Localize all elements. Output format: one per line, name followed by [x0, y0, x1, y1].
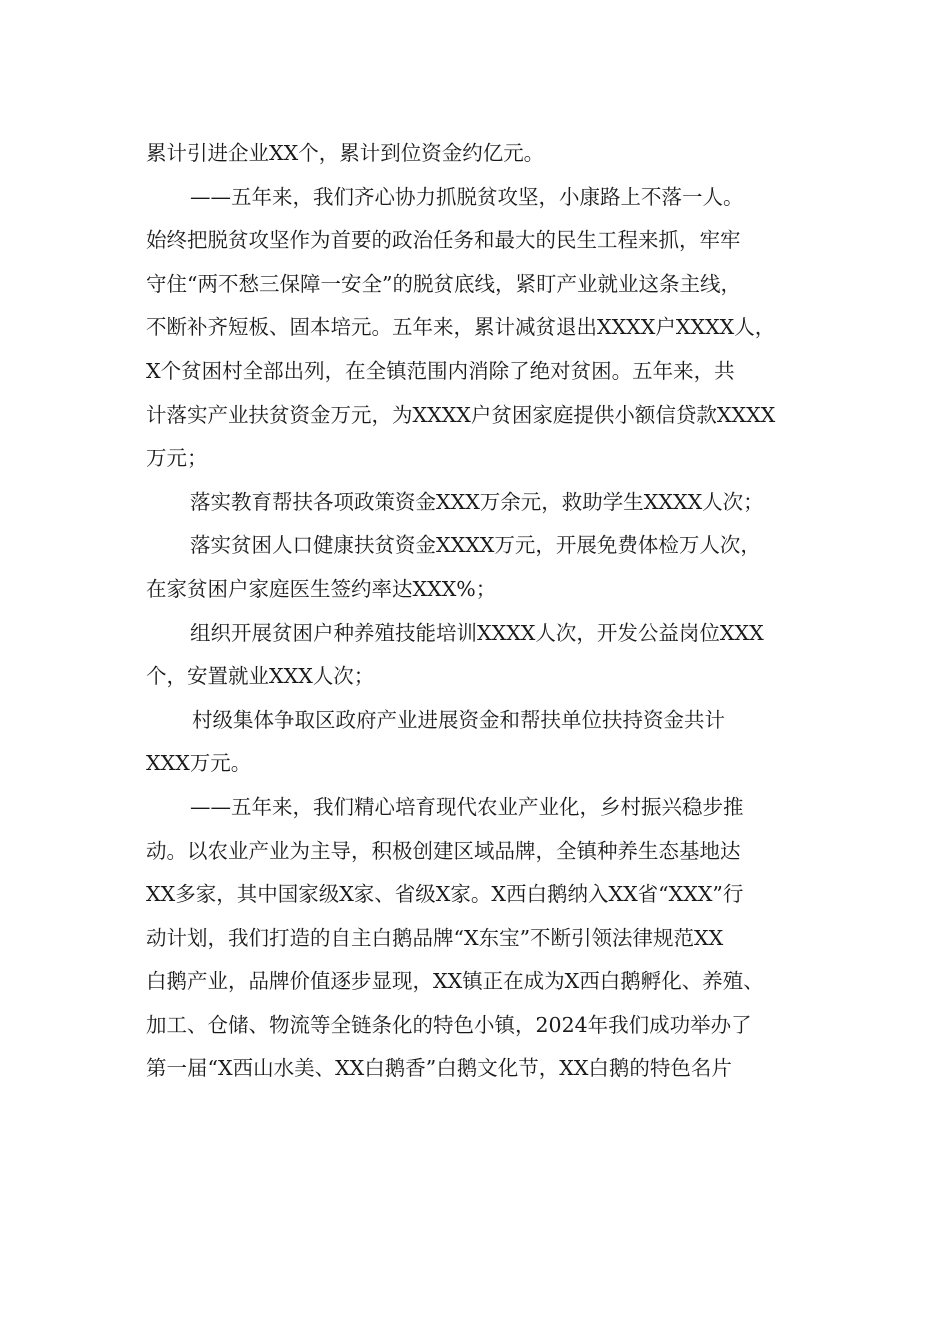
text-line: XXX万元。	[146, 751, 252, 776]
text-line: 在家贫困户家庭医生签约率达XXX%；	[146, 576, 497, 601]
text-line: ——五年来，我们齐心协力抓脱贫攻坚，小康路上不落一人。	[190, 184, 744, 209]
text-line: 个，安置就业XXX人次；	[146, 664, 375, 689]
text-line: 落实贫困人口健康扶贫资金XXXX万元，开展免费体检万人次，	[190, 533, 761, 558]
text-line: 守住“两不愁三保障一安全”的脱贫底线，紧盯产业就业这条主线，	[146, 271, 741, 296]
text-line: 始终把脱贫攻坚作为首要的政治任务和最大的民生工程来抓，牢牢	[146, 228, 741, 253]
text-line: X个贫困村全部出列，在全镇范围内消除了绝对贫困。五年来，共	[146, 358, 735, 383]
text-line: 累计引进企业XX个，累计到位资金约亿元。	[146, 141, 545, 165]
text-line: XX多家，其中国家级X家、省级X家。X西白鹅纳入XX省“XXX”行	[146, 882, 744, 907]
text-line: 万元；	[146, 446, 208, 471]
text-line: 动。以农业产业为主导，积极创建区域品牌，全镇种养生态基地达	[146, 838, 741, 863]
text-line: 动计划，我们打造的自主白鹅品牌“X东宝”不断引领法律规范XX	[146, 925, 724, 950]
text-line: 加工、仓储、物流等全链条化的特色小镇，2024年我们成功举办了	[146, 1012, 752, 1037]
text-line: 白鹅产业，品牌价值逐步显现，XX镇正在成为X西白鹅孵化、养殖、	[146, 969, 764, 994]
text-line: 不断补齐短板、固本培元。五年来，累计减贫退出XXXX户XXXX人，	[146, 315, 776, 340]
text-line: 第一届“X西山水美、XX白鹅香”白鹅文化节，XX白鹅的特色名片	[146, 1056, 732, 1081]
text-line: ——五年来，我们精心培育现代农业产业化，乡村振兴稳步推	[190, 794, 744, 819]
text-line: 村级集体争取区政府产业进展资金和帮扶单位扶持资金共计	[192, 707, 725, 732]
text-line: 落实教育帮扶各项政策资金XXX万余元，救助学生XXXX人次；	[190, 489, 764, 514]
document-body	[146, 132, 810, 1091]
text-line: 计落实产业扶贫资金万元，为XXXX户贫困家庭提供小额信贷款XXXX	[146, 402, 776, 427]
text-line: 组织开展贫困户种养殖技能培训XXXX人次，开发公益岗位XXX	[190, 620, 764, 645]
